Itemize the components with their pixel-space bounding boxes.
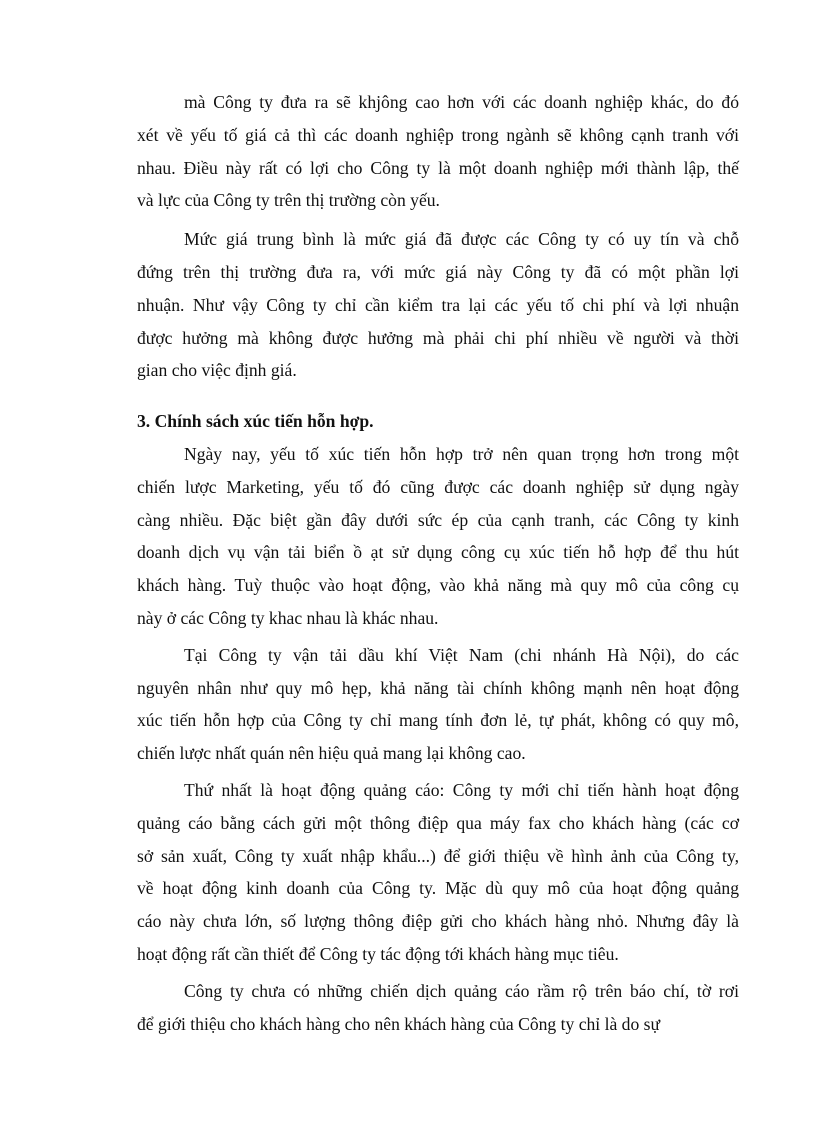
text-line: cáo này chưa lớn, số lượng thông điệp gửi cho khách hàng nhỏ. Nhưng đây là: [137, 911, 739, 932]
text-line: càng nhiều. Đặc biệt gần đây dưới sức ép của cạnh tranh, các Công ty kinh: [137, 509, 739, 530]
text-line: chiến lược nhất quán nên hiệu quả mang lại không cao.: [137, 743, 526, 764]
text-line: quảng cáo bằng cách gửi một thông điệp qua máy fax cho khách hàng (các cơ: [137, 812, 739, 833]
document-body: [137, 86, 739, 1040]
text-line: Công ty chưa có những chiến dịch quảng cáo rầm rộ trên báo chí, tờ rơi: [184, 980, 739, 1001]
text-line: này ở các Công ty khac nhau là khác nhau.: [137, 607, 439, 628]
text-line: nguyên nhân như quy mô hẹp, khả năng tài chính không mạnh nên hoạt động: [137, 677, 739, 698]
text-line: Tại Công ty vận tải dầu khí Việt Nam (chi nhánh Hà Nội), do các: [184, 644, 739, 665]
text-line: khách hàng. Tuỳ thuộc vào hoạt động, vào khả năng mà quy mô của công cụ: [137, 575, 739, 596]
text-line: gian cho việc định giá.: [137, 360, 297, 381]
text-line: về hoạt động kinh doanh của Công ty. Mặc dù quy mô của hoạt động quảng: [137, 878, 739, 899]
text-line: để giới thiệu cho khách hàng cho nên khách hàng của Công ty chỉ là do sự: [137, 1013, 661, 1034]
text-line: Ngày nay, yếu tố xúc tiến hỗn hợp trở nên quan trọng hơn trong một: [184, 443, 739, 464]
paragraph-pricing-comparison: [137, 86, 739, 217]
text-line: được hưởng mà không được hưởng mà phải chi phí nhiều về người và thời: [137, 327, 739, 348]
text-line: đứng trên thị trường đưa ra, với mức giá này Công ty đã có một phần lợi: [137, 261, 739, 282]
text-line: mà Công ty đưa ra sẽ khjông cao hơn với các doanh nghiệp khác, do đó: [184, 92, 739, 112]
text-line: Mức giá trung bình là mức giá đã được các Công ty có uy tín và chỗ: [184, 229, 739, 250]
text-line: xúc tiến hỗn hợp của Công ty chỉ mang tính đơn lẻ, tự phát, không có quy mô,: [137, 710, 739, 731]
text-line: nhau. Điều này rất có lợi cho Công ty là một doanh nghiệp mới thành lập, thế: [137, 157, 739, 178]
paragraph-promotion-intro: [137, 438, 739, 635]
text-line: Thứ nhất là hoạt động quảng cáo: Công ty mới chỉ tiến hành hoạt động: [184, 779, 739, 800]
paragraph-company-situation: [137, 639, 739, 770]
text-line: nhuận. Như vậy Công ty chỉ cần kiểm tra lại các yếu tố chi phí và lợi nhuận: [137, 294, 739, 315]
paragraph-advertising: [137, 774, 739, 971]
text-line: sở sản xuất, Công ty xuất nhập khẩu...) để giới thiệu về hình ảnh của Công ty,: [137, 845, 739, 866]
text-line: và lực của Công ty trên thị trường còn yếu.: [137, 190, 440, 211]
paragraph-no-campaigns: [137, 975, 739, 1041]
text-line: xét về yếu tố giá cả thì các doanh nghiệp trong ngành sẽ không cạnh tranh với: [137, 124, 739, 145]
section-heading: 3. Chính sách xúc tiến hỗn hợp.: [137, 411, 374, 432]
text-line: hoạt động rất cần thiết để Công ty tác động tới khách hàng mục tiêu.: [137, 943, 619, 964]
text-line: doanh dịch vụ vận tải biển ồ ạt sử dụng công cụ xúc tiến hỗ hợp để thu hút: [137, 542, 739, 563]
paragraph-average-price: [137, 223, 739, 387]
text-line: chiến lược Marketing, yếu tố đó cũng được các doanh nghiệp sử dụng ngày: [137, 476, 739, 497]
